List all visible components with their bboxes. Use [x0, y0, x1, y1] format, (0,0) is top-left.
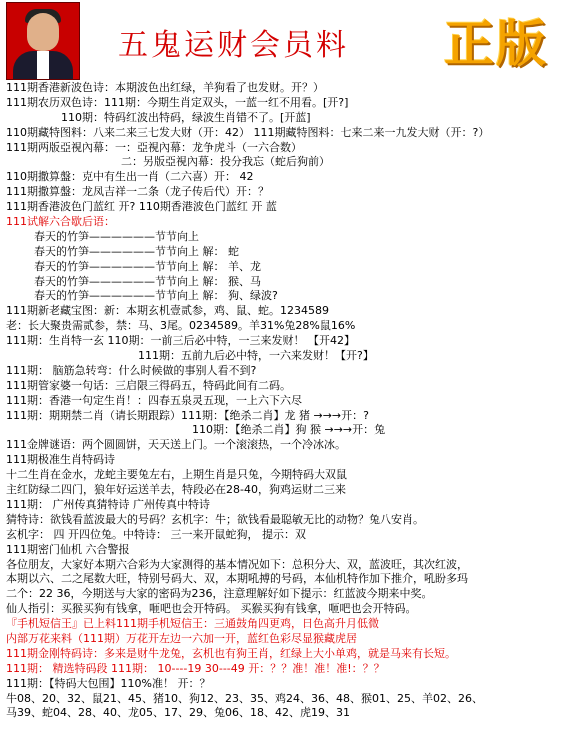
content-line: 本期以六、二之尾数大旺，特别号码大、双，本期吼搏的号码，本仙机特作加下推介，吼盼多玛: [6, 572, 468, 586]
avatar: [6, 2, 80, 80]
authentic-badge: 正版: [444, 15, 548, 73]
content-line: 111期：生肖特一玄 110期：一前三后必中特，一三来发财！ 【开42】: [6, 334, 355, 348]
content-line: 二：另版亞視內幕：投分我忘（蛇后狗前）: [121, 155, 330, 169]
content-line: 111金牌谜语：两个圆圆饼，天天送上门。一个滚滚热，一个冷冰冰。: [6, 438, 346, 452]
content-line: 111期两版亞視內幕：一：亞視內幕：龙争虎斗（一六合数）: [6, 140, 302, 154]
content-line: 111期管家婆一句话：三启限三得码五，特码此间有二码。: [6, 378, 291, 392]
content-line: 猜特诗：欲钱看蓝波最大的号码？玄机字：牛；欲钱看最聪敏无比的动物？兔八安肖。: [6, 512, 424, 526]
content-line: 111期： 广州传真猜特诗 广州传真中特诗: [6, 497, 210, 511]
content-line: 111期撒算盤：龙凤吉祥一二条（龙子传后代）开：？: [6, 185, 269, 199]
content-line: 111期：【特码大包围】110%准！ 开：？: [6, 676, 211, 690]
highlight-line: 内部万花来料（111期）万花开左边一六加一开，蓝红色彩尽显猴藏虎居: [6, 631, 357, 645]
content-line: 老：长大聚贵需贰参，禁：马、3尾。0234589。羊31%兔28%鼠16%: [6, 319, 356, 333]
content-line: 110期藏特图料：八来二来三七发大财（开：42） 111期藏特图料：七来二来一九发大财（开：?）: [6, 125, 490, 139]
content-line: 十二生肖在金水，龙蛇主要兔左右，上期生肖是只兔，今期特码大双鼠: [6, 468, 347, 482]
content-line: 二个：22 36，今期送与大家的密码为236，注意理解好如下提示：红蓝波今期来中奖。: [6, 587, 433, 601]
avatar-shirt: [37, 51, 49, 79]
content-line: 马39、蛇04、28、40、龙05、17、29、兔06、18、42、虎19、31: [6, 706, 350, 720]
content-line: 110期：【绝杀二肖】狗 猴 →→→开：兔: [192, 423, 386, 437]
content-line: 春天的竹笋——————节节向上 解： 羊、龙: [34, 259, 261, 273]
content-line: 111期：期期禁二肖（请长期跟踪）111期：【绝杀二肖】龙 猪 →→→开：?: [6, 408, 369, 422]
content-line: 111期香港波色门蓝红 开? 110期香港波色门蓝红 开 蓝: [6, 200, 277, 214]
content-line: 春天的竹笋——————节节向上: [34, 229, 199, 243]
page-title: 五鬼运财会员料: [118, 28, 349, 63]
content-line: 主红防绿二四门，狼年好运送羊去，特段必在28-40，狗鸡运财二三来: [6, 483, 346, 497]
content-line: 春天的竹笋——————节节向上 解： 蛇: [34, 244, 239, 258]
content-line: 111期： 脑筋急转弯：什么时候做的事别人看不到?: [6, 363, 257, 377]
content-body: [6, 81, 571, 721]
content-line: 111期极准生肖特码诗: [6, 453, 115, 467]
content-line: 111期：香港一句定生肖！：四春五泉灵五现，一上六下六尽: [6, 393, 302, 407]
avatar-face: [27, 13, 59, 51]
content-line: 111期密门仙机 六合警报: [6, 542, 130, 556]
content-line: 111期农历双色诗：111期：今期生肖定双头，一蓝一红不用看。[开?]: [6, 95, 349, 109]
highlight-line: 『手机短信王』已上料111期手机短信王：三通鼓角四更鸡，日色高升月低微: [6, 617, 379, 631]
content-line: 春天的竹笋——————节节向上 解： 猴、马: [34, 274, 261, 288]
content-line: 111期香港新波色诗：本期波色出红绿，羊狗看了也发财。开？）: [6, 81, 324, 94]
content-line: 牛08、20、32、鼠21、45、猪10、狗12、23、35、鸡24、36、48、猴01、25、羊02、26、: [6, 691, 483, 705]
content-line: 春天的竹笋——————节节向上 解： 狗、绿波?: [34, 289, 278, 303]
highlight-line: 111期： 精选特码段 111期： 10----19 30---49 开：？？准！准！准!：？？: [6, 661, 385, 675]
highlight-line: 111期金刚特码诗：多来是财牛龙兔，玄机也有狗王肖，红绿上大小单鸡，就是马来有长短。: [6, 646, 456, 660]
header: [0, 0, 573, 80]
content-line: 111期新老藏宝图：新：本期玄机壹贰参，鸡、鼠、蛇。1234589: [6, 304, 329, 318]
content-line: 110期撒算盤：克中有生出一肖（二六喜）开： 42: [6, 170, 254, 184]
content-line: 110期：特码红波出特码，绿波生肖错不了。[开蓝]: [61, 110, 311, 124]
content-line: 111期：五前九后必中特，一六来发财！【开?】: [138, 349, 374, 363]
content-line: 玄机字： 四 开四位兔。中特诗： 三一来开鼠蛇狗， 提示：双: [6, 527, 306, 541]
content-line: 仙人指引：买猴买狗有钱拿，咂吧也会开特码。 买猴买狗有钱拿，咂吧也会开特码。: [6, 602, 417, 616]
content-line: 各位朋友，大家好本期六合彩为大家测得的基本情况如下：总积分大、双，蓝波旺，其次红波，: [6, 557, 468, 571]
section-heading: 111试解六合歇后语：: [6, 215, 115, 229]
